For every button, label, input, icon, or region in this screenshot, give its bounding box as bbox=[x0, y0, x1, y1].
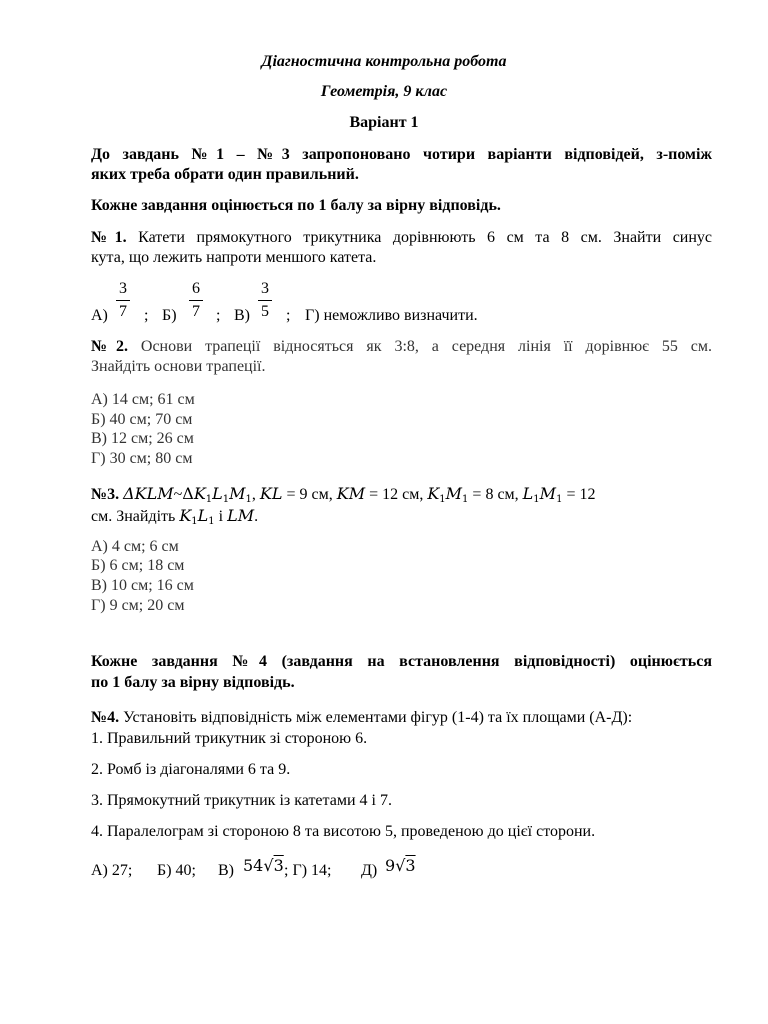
doc-title: Діагностична контрольна робота bbox=[261, 53, 507, 70]
task3-k1m1-value: = 8 см, bbox=[468, 486, 519, 503]
task1-option-b-num: 6 bbox=[192, 280, 200, 297]
task4-item-2: 2. Ромб із діагоналями 6 та 9. bbox=[91, 761, 291, 778]
task2-option-a: А) 14 см; 61 см bbox=[91, 391, 195, 408]
task4-answer-g: ; Г) 14; bbox=[284, 862, 332, 879]
fraction-bar bbox=[189, 300, 203, 301]
task3-l1m1: $L_1M_1$ bbox=[522, 484, 563, 505]
task1-option-v-num: 3 bbox=[261, 280, 269, 297]
task4-answer-d-coef: 9 bbox=[385, 856, 396, 875]
task1-option-v-den: 5 bbox=[261, 303, 269, 320]
task3-lm: LM bbox=[227, 506, 255, 525]
task3-option-g: Г) 9 см; 20 см bbox=[91, 597, 185, 614]
task3-option-b: Б) 6 см; 18 см bbox=[91, 557, 185, 574]
task3-line1: №3. $\Delta KLM\sim\Delta K_1L_1M_1$, KL = 9 см, KM = 12 см, $K_1M_1 = 8$ см, $L_1M_1 = 12$ bbox=[91, 484, 596, 505]
task3-triangle1: ΔKLM bbox=[123, 484, 174, 503]
task3-k1m1: $K_1M_1$ bbox=[427, 484, 469, 505]
task4-header bbox=[91, 709, 632, 727]
task1-number: №1. bbox=[91, 229, 127, 246]
task1-option-a-den: 7 bbox=[119, 303, 127, 320]
task3-find-prefix: см. Знайдіть bbox=[91, 508, 176, 525]
task3-l1m1-value: = 12 bbox=[562, 486, 596, 503]
task2-option-b: Б) 40 см; 70 см bbox=[91, 411, 193, 428]
task4-item-3: 3. Прямокутний трикутник із катетами 4 і 7. bbox=[91, 792, 392, 809]
task1-option-b-label: Б) bbox=[162, 307, 177, 324]
instructions-line1: До завдань №1 – №3 запропоновано чотири варіанти відповідей, з-поміж bbox=[91, 146, 712, 163]
task1-text-line1: Катети прямокутного трикутника дорівнюють 6 см та 8 см. Знайти синус bbox=[138, 229, 713, 246]
task1-sep-2: ; bbox=[216, 307, 221, 324]
task3-option-a: А) 4 см; 6 см bbox=[91, 538, 179, 555]
task4-answer-v-coef: 54 bbox=[243, 856, 264, 875]
scoring-note-2-line2: по 1 балу за вірну відповідь. bbox=[91, 674, 295, 691]
task2-line1 bbox=[91, 338, 712, 356]
task3-km: KM bbox=[336, 484, 366, 503]
doc-variant: Варіант 1 bbox=[349, 114, 419, 131]
task1-option-a-num: 3 bbox=[119, 280, 127, 297]
task2-number: №2. bbox=[91, 338, 128, 355]
task1-text-line2: кута, що лежить напроти меншого катета. bbox=[91, 249, 377, 266]
task3-km-value: = 12 см, bbox=[365, 486, 424, 503]
task3-period: . bbox=[254, 508, 259, 525]
fraction-bar bbox=[258, 300, 272, 301]
task4-answer-v-value: 54√3 bbox=[243, 856, 284, 875]
task1-line1 bbox=[91, 229, 712, 247]
task4-text: Установіть відповідність між елементами фігур (1-4) та їх площами (А-Д): bbox=[123, 709, 633, 726]
task4-answer-d-value: 9√3 bbox=[385, 856, 416, 875]
task1-option-b-den: 7 bbox=[192, 303, 200, 320]
task4-item-4: 4. Паралелограм зі стороною 8 та висотою 5, проведеною до цієї сторони. bbox=[91, 823, 596, 840]
task3-line2 bbox=[91, 506, 258, 527]
task4-number: №4. bbox=[91, 709, 120, 726]
task3-triangle2: $\Delta K_1L_1M_1$ bbox=[182, 484, 252, 505]
task4-answer-v-radicand: 3 bbox=[273, 856, 284, 875]
instructions-line2: яких треба обрати один правильний. bbox=[91, 166, 359, 183]
task3-k1l1: $K_1L_1$ bbox=[179, 506, 215, 527]
scoring-note-1: Кожне завдання оцінюється по 1 балу за вірну відповідь. bbox=[91, 197, 501, 214]
task1-option-a-label: А) bbox=[91, 307, 108, 324]
task1-option-a-fraction bbox=[116, 280, 130, 321]
scoring-note-2-line1: Кожне завдання №4 (завдання на встановлення відповідності) оцінюється bbox=[91, 653, 712, 670]
task2-text-line2: Знайдіть основи трапеції. bbox=[91, 358, 266, 375]
fraction-bar bbox=[116, 300, 130, 301]
task4-item-1: 1. Правильний трикутник зі стороною 6. bbox=[91, 730, 368, 747]
task1-sep-3: ; bbox=[286, 307, 291, 324]
task4-answer-d-label: Д) bbox=[361, 862, 378, 879]
task2-text-line1: Основи трапеції відносяться як 3:8, а середня лінія її дорівнює 55 см. bbox=[140, 338, 713, 355]
task3-kl: KL bbox=[259, 484, 283, 503]
doc-subject: Геометрія, 9 клас bbox=[320, 83, 448, 100]
task3-number: №3. bbox=[91, 486, 120, 503]
task1-option-b-fraction bbox=[189, 280, 203, 321]
task1-option-v-fraction bbox=[258, 280, 272, 321]
task4-answer-a: А) 27; bbox=[91, 862, 133, 879]
task1-option-v-label: В) bbox=[234, 307, 250, 324]
task3-and: і bbox=[218, 508, 224, 525]
task3-option-v: В) 10 см; 16 см bbox=[91, 577, 194, 594]
task3-kl-value: = 9 см, bbox=[282, 486, 333, 503]
task2-option-g: Г) 30 см; 80 см bbox=[91, 450, 193, 467]
task2-option-v: В) 12 см; 26 см bbox=[91, 430, 194, 447]
task1-option-g: Г) неможливо визначити. bbox=[305, 307, 478, 324]
task3-similar-sign: ~ bbox=[173, 486, 183, 503]
task4-answer-v-label: В) bbox=[218, 862, 234, 879]
task4-answer-b: Б) 40; bbox=[157, 862, 196, 879]
task4-answer-d-radicand: 3 bbox=[405, 856, 416, 875]
task1-sep-1: ; bbox=[144, 307, 149, 324]
